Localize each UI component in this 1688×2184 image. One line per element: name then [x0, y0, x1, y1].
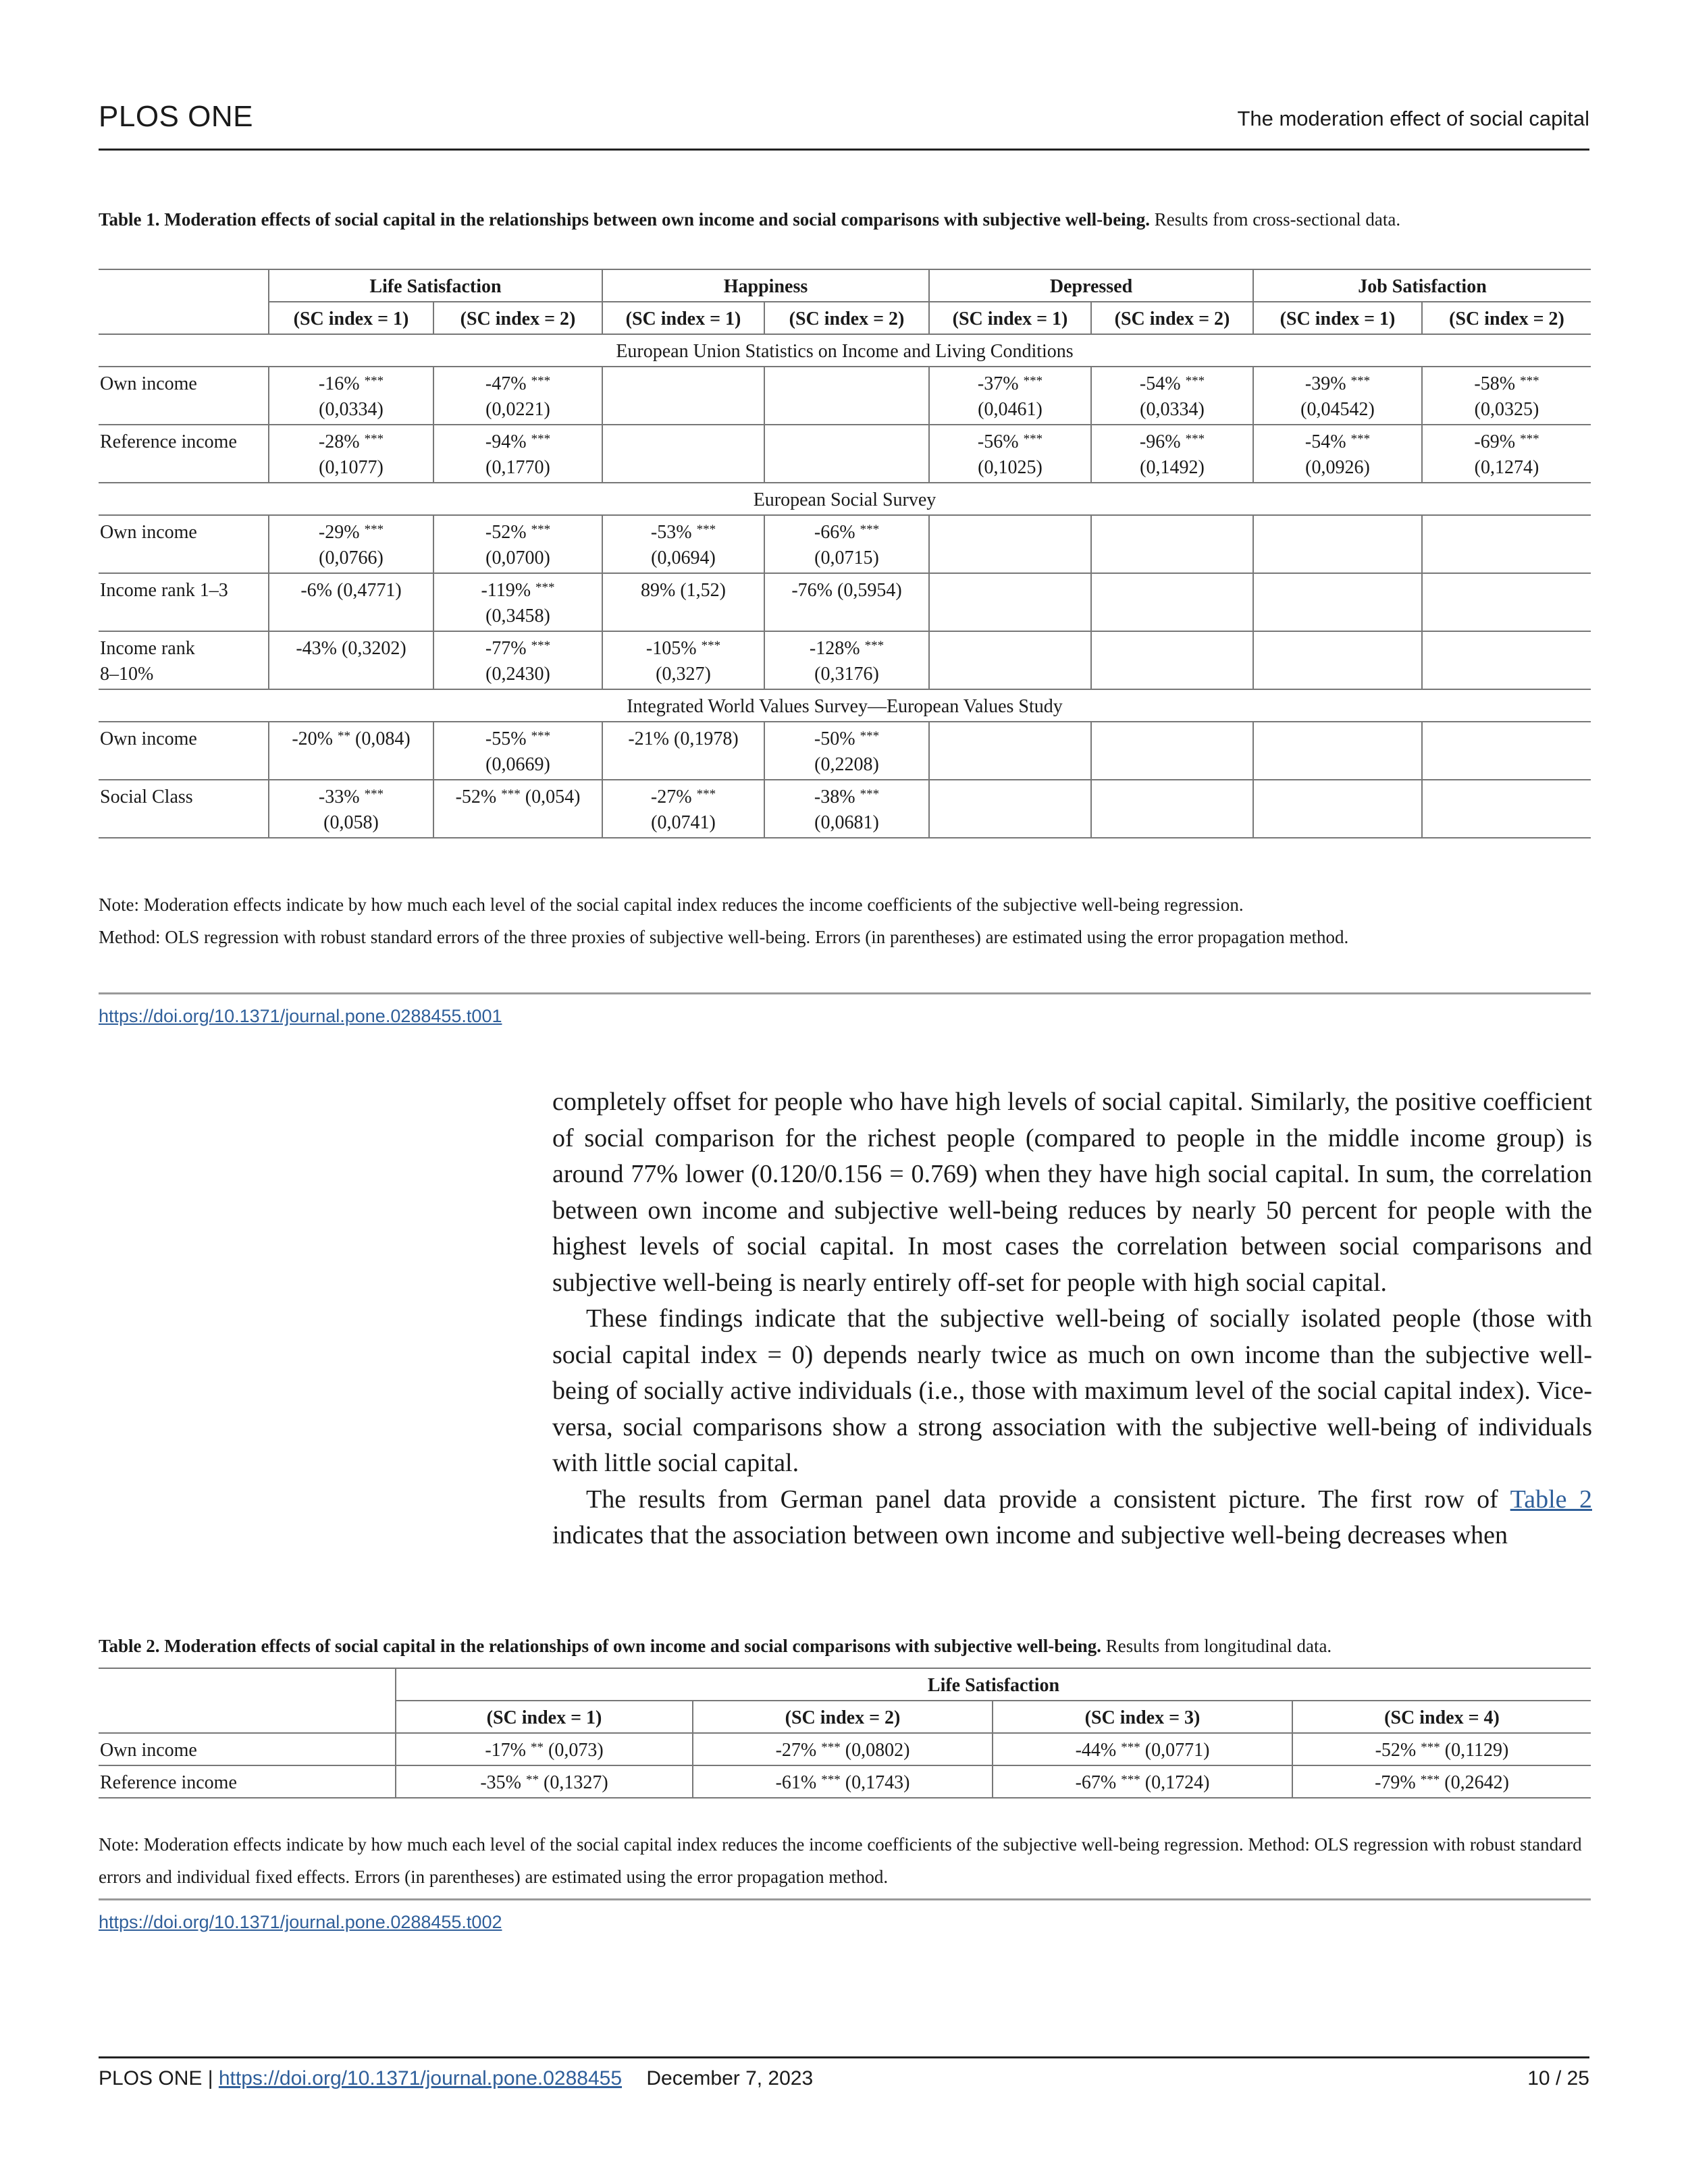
- table2-group-row: [99, 1668, 1591, 1701]
- table-cell: -105% *** (0,327): [602, 631, 764, 689]
- table-cell: -35% ** (0,1327): [396, 1765, 693, 1798]
- table-cell: [929, 780, 1091, 838]
- table-cell: [1253, 515, 1422, 573]
- row-label: Own income: [99, 722, 269, 780]
- table-cell: -96% *** (0,1492): [1091, 425, 1253, 483]
- row-label: Own income: [99, 515, 269, 573]
- table-cell: [1091, 631, 1253, 689]
- table-cell: -43% (0,3202): [269, 631, 433, 689]
- table-cell: -27% *** (0,0802): [693, 1733, 993, 1765]
- footer: [99, 2067, 813, 2090]
- table-cell: -66% *** (0,0715): [764, 515, 929, 573]
- table-cell: [1422, 722, 1591, 780]
- row-label: Own income: [99, 1733, 396, 1765]
- table1-note-line2: Method: OLS regression with robust standard errors of the three proxies of subjective well-being. Errors (in parentheses) are estimated using the error propagation method.: [99, 927, 1349, 947]
- table-cell: [1253, 573, 1422, 631]
- row-label: Own income: [99, 367, 269, 425]
- table-row: [99, 722, 1591, 780]
- table-cell: -17% ** (0,073): [396, 1733, 693, 1765]
- table-cell: -55% *** (0,0669): [433, 722, 602, 780]
- table-cell: -50% *** (0,2208): [764, 722, 929, 780]
- table-cell: -16% *** (0,0334): [269, 367, 433, 425]
- col-header: (SC index = 2): [1422, 302, 1591, 334]
- table-cell: -6% (0,4771): [269, 573, 433, 631]
- running-title: The moderation effect of social capital: [1237, 107, 1589, 130]
- section-row: [99, 334, 1591, 367]
- table1: [99, 269, 1591, 838]
- table-row: [99, 425, 1591, 483]
- table1-caption-bold: Table 1. Moderation effects of social capital in the relationships between own income and social comparisons with subjective well-being.: [99, 209, 1150, 230]
- group-life-satisfaction: Life Satisfaction: [396, 1668, 1591, 1701]
- col-header: (SC index = 1): [396, 1701, 693, 1733]
- table-cell: -128% *** (0,3176): [764, 631, 929, 689]
- table2-doi-link[interactable]: https://doi.org/10.1371/journal.pone.0288455.t002: [99, 1912, 502, 1932]
- section-ivs-evs: Integrated World Values Survey—European Values Study: [99, 689, 1591, 722]
- footer-rule: [99, 2056, 1589, 2058]
- body-text: [552, 1084, 1592, 1554]
- col-header: (SC index = 2): [1091, 302, 1253, 334]
- table-cell: -94% *** (0,1770): [433, 425, 602, 483]
- row-label: Reference income: [99, 425, 269, 483]
- section-row: [99, 689, 1591, 722]
- table-cell: [1422, 780, 1591, 838]
- table-cell: -53% *** (0,0694): [602, 515, 764, 573]
- table-cell: [764, 425, 929, 483]
- col-header: (SC index = 2): [764, 302, 929, 334]
- table-cell: -52% *** (0,054): [433, 780, 602, 838]
- table-cell: -27% *** (0,0741): [602, 780, 764, 838]
- table1-doi-link[interactable]: https://doi.org/10.1371/journal.pone.0288455.t001: [99, 1006, 502, 1026]
- table2-caption-rest: Results from longitudinal data.: [1101, 1636, 1332, 1656]
- row-label: Income rank 1–3: [99, 573, 269, 631]
- table2-note: Note: Moderation effects indicate by how much each level of the social capital index reduces the income coefficients of the subjective well-being regression. Method: OLS regression with robust standard errors and individual fixed effects. Errors (in parentheses) are estimated using the error propagation method.: [99, 1834, 1582, 1887]
- journal-name: PLOS ONE: [99, 100, 253, 133]
- table1-note-line1: Note: Moderation effects indicate by how much each level of the social capital index reduces the income coefficients of the subjective well-being regression.: [99, 895, 1244, 915]
- table-cell: -52% *** (0,0700): [433, 515, 602, 573]
- table-row: [99, 573, 1591, 631]
- table-cell: -33% *** (0,058): [269, 780, 433, 838]
- table2-subheader-row: [99, 1701, 1591, 1733]
- table-cell: [602, 367, 764, 425]
- table-cell: -39% *** (0,04542): [1253, 367, 1422, 425]
- table1-subheader-row: [99, 302, 1591, 334]
- table-row: [99, 515, 1591, 573]
- table-cell: [602, 425, 764, 483]
- table-cell: -28% *** (0,1077): [269, 425, 433, 483]
- col-header: (SC index = 1): [602, 302, 764, 334]
- col-header: (SC index = 2): [693, 1701, 993, 1733]
- group-life-satisfaction: Life Satisfaction: [269, 269, 602, 302]
- table-cell: -61% *** (0,1743): [693, 1765, 993, 1798]
- group-depressed: Depressed: [929, 269, 1253, 302]
- row-label: Reference income: [99, 1765, 396, 1798]
- col-header: (SC index = 2): [433, 302, 602, 334]
- col-header: (SC index = 1): [1253, 302, 1422, 334]
- table1-note: [99, 888, 1591, 953]
- table1-caption: [99, 206, 1591, 233]
- col-header: (SC index = 3): [993, 1701, 1292, 1733]
- table-cell: -77% *** (0,2430): [433, 631, 602, 689]
- table-cell: -52% *** (0,1129): [1292, 1733, 1591, 1765]
- col-header: (SC index = 1): [929, 302, 1091, 334]
- table-cell: [1091, 722, 1253, 780]
- group-job-satisfaction: Job Satisfaction: [1253, 269, 1591, 302]
- section-row: [99, 483, 1591, 515]
- table-cell: [1253, 780, 1422, 838]
- footer-date: December 7, 2023: [646, 2067, 814, 2089]
- table-cell: -44% *** (0,0771): [993, 1733, 1292, 1765]
- table2-reference-link[interactable]: Table 2: [1510, 1485, 1592, 1514]
- col-header: (SC index = 1): [269, 302, 433, 334]
- table-cell: -54% *** (0,0926): [1253, 425, 1422, 483]
- table-row: [99, 1733, 1591, 1765]
- row-label: Social Class: [99, 780, 269, 838]
- table-cell: [929, 631, 1091, 689]
- table-cell: [1422, 631, 1591, 689]
- table-cell: [929, 515, 1091, 573]
- table-cell: [1091, 515, 1253, 573]
- row-label: Income rank 8–10%: [99, 631, 269, 689]
- paragraph: completely offset for people who have high levels of social capital. Similarly, the positive coefficient of social comparison for the richest people (compared to people in the middle income group) is around 77% lower (0.120/0.156 = 0.769) when they have high social capital. In sum, the correlation between own income and subjective well-being reduces by nearly 50 percent for people with the highest levels of social capital. In most cases the correlation between social comparisons and subjective well-being is nearly entirely off-set for people with high social capital.: [552, 1088, 1592, 1297]
- paragraph: These findings indicate that the subjective well-being of socially isolated people (those with social capital index = 0) depends nearly twice as much on own income than the subjective well-being of socially active individuals (i.e., those with maximum level of the social capital index). Vice-versa, social comparisons show a strong association with the subjective well-being of individuals with little social capital.: [552, 1304, 1592, 1477]
- section-eu-silc: European Union Statistics on Income and Living Conditions: [99, 334, 1591, 367]
- table-cell: [1253, 631, 1422, 689]
- footer-journal: PLOS ONE |: [99, 2067, 213, 2089]
- table-cell: [1091, 780, 1253, 838]
- table-row: [99, 631, 1591, 689]
- table-cell: -56% *** (0,1025): [929, 425, 1091, 483]
- table2-caption: [99, 1632, 1591, 1659]
- table-cell: -67% *** (0,1724): [993, 1765, 1292, 1798]
- table-cell: [929, 722, 1091, 780]
- table-row: [99, 367, 1591, 425]
- header-rule: [99, 149, 1589, 151]
- table-cell: [929, 573, 1091, 631]
- table2-caption-bold: Table 2. Moderation effects of social capital in the relationships of own income and social comparisons with subjective well-being.: [99, 1636, 1101, 1656]
- group-happiness: Happiness: [602, 269, 929, 302]
- table1-caption-rest: Results from cross-sectional data.: [1149, 209, 1401, 230]
- table-cell: -21% (0,1978): [602, 722, 764, 780]
- table-cell: 89% (1,52): [602, 573, 764, 631]
- table1-note-rule: [99, 992, 1591, 994]
- table-cell: -47% *** (0,0221): [433, 367, 602, 425]
- table-cell: -79% *** (0,2642): [1292, 1765, 1591, 1798]
- table-cell: -37% *** (0,0461): [929, 367, 1091, 425]
- table2: [99, 1668, 1591, 1799]
- table-cell: [1422, 515, 1591, 573]
- table1-group-row: [99, 269, 1591, 302]
- col-header: (SC index = 4): [1292, 1701, 1591, 1733]
- table-cell: -38% *** (0,0681): [764, 780, 929, 838]
- table-cell: -76% (0,5954): [764, 573, 929, 631]
- page-number: 10 / 25: [1527, 2067, 1589, 2089]
- table-cell: -20% ** (0,084): [269, 722, 433, 780]
- table-row: [99, 780, 1591, 838]
- table-cell: -119% *** (0,3458): [433, 573, 602, 631]
- table-cell: [764, 367, 929, 425]
- footer-doi-link[interactable]: https://doi.org/10.1371/journal.pone.0288455: [218, 2067, 623, 2089]
- table-cell: -69% *** (0,1274): [1422, 425, 1591, 483]
- table-cell: -29% *** (0,0766): [269, 515, 433, 573]
- table-row: [99, 1765, 1591, 1798]
- section-ess: European Social Survey: [99, 483, 1591, 515]
- table-cell: [1091, 573, 1253, 631]
- table-cell: -54% *** (0,0334): [1091, 367, 1253, 425]
- table-cell: -58% *** (0,0325): [1422, 367, 1591, 425]
- paragraph: The results from German panel data provide a consistent picture. The first row of Table 2 indicates that the association between own income and subjective well-being decreases when: [552, 1485, 1592, 1549]
- table2-note-rule: [99, 1898, 1591, 1900]
- table-cell: [1422, 573, 1591, 631]
- table-cell: [1253, 722, 1422, 780]
